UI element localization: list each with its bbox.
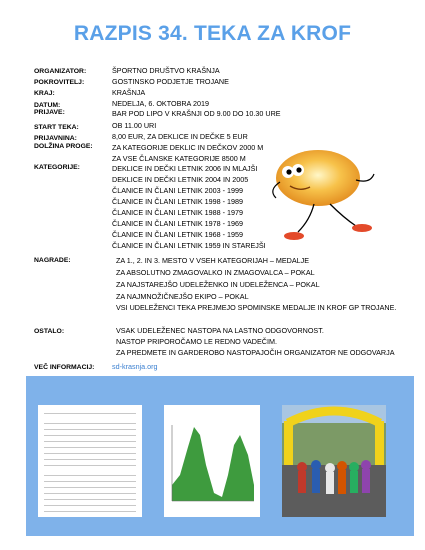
list-item: VSAK UDELEŽENEC NASTOPA NA LASTNO ODGOVORNOST. <box>116 326 324 335</box>
list-item: ČLANICE IN ČLANI LETNIK 1959 IN STAREJŠI <box>112 241 266 250</box>
elevation-profile-image <box>164 405 260 517</box>
list-item: ČLANICE IN ČLANI LETNIK 1998 - 1989 <box>112 197 244 206</box>
list-item: ČLANICE IN ČLANI LETNIK 2003 - 1999 <box>112 186 244 195</box>
list-item: ČLANICE IN ČLANI LETNIK 1978 - 1969 <box>112 219 244 228</box>
info-label: PRIJAVE: <box>34 109 65 116</box>
info-label: DATUM: <box>34 102 61 109</box>
list-item: NASTOP PRIPOROČAMO LE REDNO VADEČIM. <box>116 337 277 346</box>
categories-label: KATEGORIJE: <box>34 164 80 171</box>
page-title: RAZPIS 34. TEKA ZA KROF <box>73 22 352 45</box>
list-item: ČLANICE IN ČLANI LETNIK 1988 - 1979 <box>112 208 244 217</box>
list-item: ZA NAJMNOŽIČNEJŠO EKIPO – POKAL <box>116 292 249 301</box>
info-label: DOLŽINA PROGE: <box>34 143 93 150</box>
list-item: ZA PREDMETE IN GARDEROBO NASTOPAJOČIH ORGANIZATOR NE ODGOVARJA <box>116 348 395 357</box>
info-value: 8,00 EUR, ZA DEKLICE IN DEČKE 5 EUR <box>112 132 248 141</box>
info-label: ORGANIZATOR: <box>34 68 87 75</box>
info-value: KRAŠNJA <box>112 88 146 97</box>
list-item: ZA NAJSTAREJŠO UDELEŽENKO IN UDELEŽENCA – POKAL <box>116 280 320 289</box>
info-value: ZA KATEGORIJE DEKLIC IN DEČKOV 2000 M <box>112 143 264 152</box>
list-item: DEKLICE IN DEČKI LETNIK 2004 IN 2005 <box>112 175 249 184</box>
info-value-2: ZA VSE ČLANSKE KATEGORIJE 8500 M <box>112 154 246 163</box>
race-start-photo <box>282 405 386 517</box>
course-data-table-image <box>38 405 142 517</box>
info-label: START TEKA: <box>34 124 79 131</box>
info-label: POKROVITELJ: <box>34 79 85 86</box>
image-panel <box>26 376 414 536</box>
info-value: BAR POD LIPO V KRAŠNJI OD 9.00 DO 10.30 URE <box>112 109 281 118</box>
website-link[interactable]: sd-krasnja.org <box>112 362 158 371</box>
info-label: PRIJAVNINA: <box>34 135 77 142</box>
more-info-label: VEČ INFORMACIJ: <box>34 364 95 371</box>
donut-runner-illustration <box>270 140 390 252</box>
list-item: ZA 1., 2. IN 3. MESTO V VSEH KATEGORIJAH – MEDALJE <box>116 256 310 265</box>
info-value: GOSTINSKO PODJETJE TROJANE <box>112 77 229 86</box>
list-item: VSI UDELEŽENCI TEKA PREJMEJO SPOMINSKE MEDALJE IN KROF GP TROJANE. <box>116 303 397 312</box>
list-item: ČLANICE IN ČLANI LETNIK 1968 - 1959 <box>112 230 244 239</box>
info-value: OB 11.00 URI <box>112 121 157 130</box>
awards-label: NAGRADE: <box>34 257 71 264</box>
other-label: OSTALO: <box>34 328 65 335</box>
info-value: ŠPORTNO DRUŠTVO KRAŠNJA <box>112 66 220 75</box>
info-value: NEDELJA, 6. OKTOBRA 2019 <box>112 99 209 108</box>
list-item: ZA ABSOLUTNO ZMAGOVALKO IN ZMAGOVALCA – POKAL <box>116 268 315 277</box>
list-item: DEKLICE IN DEČKI LETNIK 2006 IN MLAJŠI <box>112 164 258 173</box>
info-label: KRAJ: <box>34 90 55 97</box>
